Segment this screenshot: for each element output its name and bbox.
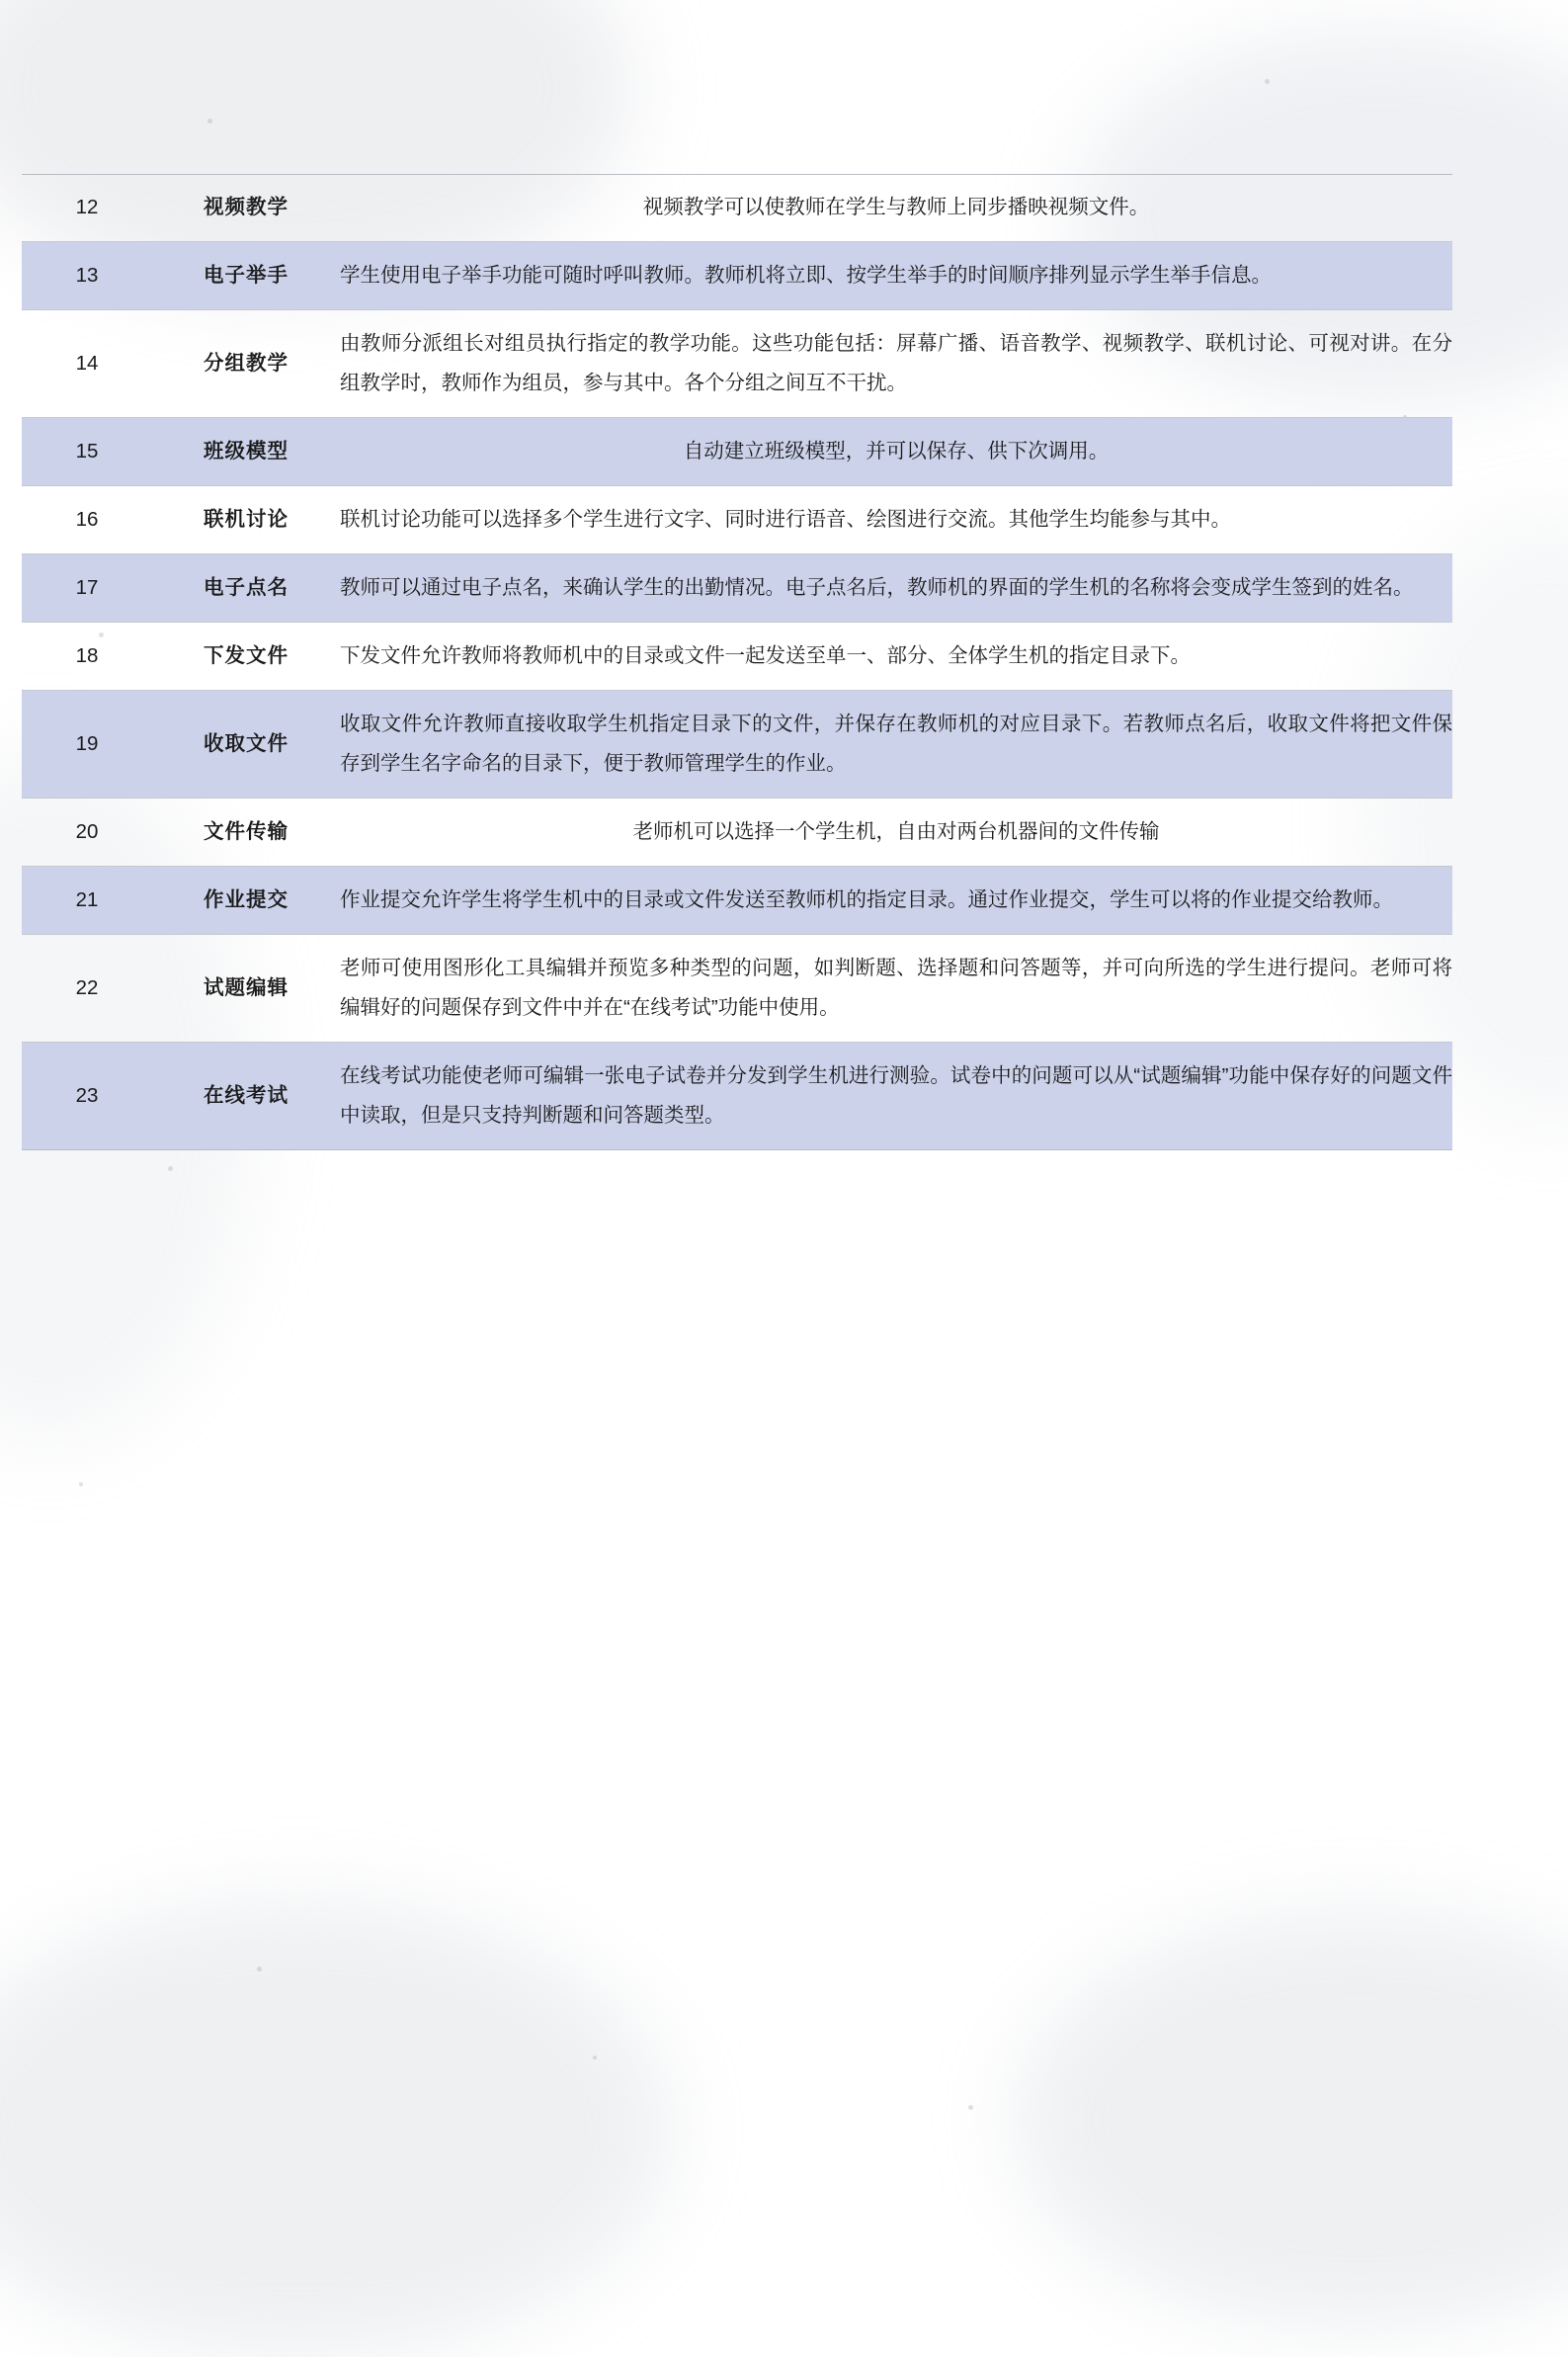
row-feature-description: 收取文件允许教师直接收取学生机指定目录下的文件，并保存在教师机的对应目录下。若教师点名后，收取文件将把文件保存到学生名字命名的目录下，便于教师管理学生的作业。 <box>340 690 1452 798</box>
table-row <box>22 622 1452 690</box>
table-row <box>22 934 1452 1042</box>
table-row <box>22 866 1452 934</box>
row-number: 18 <box>75 643 99 667</box>
row-number: 19 <box>22 690 152 798</box>
feature-spec-table-wrapper <box>22 174 1452 1149</box>
row-feature-name: 作业提交 <box>152 866 340 934</box>
row-number: 20 <box>75 819 99 843</box>
row-feature-description: 下发文件允许教师将教师机中的目录或文件一起发送至单一、部分、全体学生机的指定目录下。 <box>340 643 1191 667</box>
row-feature-name: 联机讨论 <box>204 507 289 531</box>
row-feature-description: 作业提交允许学生将学生机中的目录或文件发送至教师机的指定目录。通过作业提交，学生可以将的作业提交给教师。 <box>340 866 1452 934</box>
row-feature-name: 电子点名 <box>152 553 340 622</box>
row-number: 23 <box>22 1042 152 1148</box>
row-number: 16 <box>75 507 99 531</box>
row-feature-description: 老师机可以选择一个学生机，自由对两台机器间的文件传输 <box>632 819 1160 843</box>
table-row <box>22 1042 1452 1148</box>
feature-spec-table <box>22 174 1452 1149</box>
row-feature-description: 视频教学可以使教师在学生与教师上同步播映视频文件。 <box>642 196 1150 218</box>
table-row <box>22 174 1452 241</box>
table-row <box>22 241 1452 309</box>
row-feature-description: 由教师分派组长对组员执行指定的教学功能。这些功能包括：屏幕广播、语音教学、视频教学、联机讨论、可视对讲。在分组教学时，教师作为组员，参与其中。各个分组之间互不干扰。 <box>340 331 1452 394</box>
row-number: 21 <box>22 866 152 934</box>
table-bottom-rule <box>22 1149 1452 1150</box>
background-wash <box>0 1902 672 2357</box>
table-body <box>22 174 1452 1149</box>
paper-speck <box>207 119 212 124</box>
row-feature-name: 收取文件 <box>152 690 340 798</box>
paper-speck <box>968 2105 973 2110</box>
table-row <box>22 485 1452 553</box>
row-feature-name: 试题编辑 <box>204 975 289 999</box>
row-feature-description: 老师可使用图形化工具编辑并预览多种类型的问题，如判断题、选择题和问答题等，并可向所选的学生进行提问。老师可将编辑好的问题保存到文件中并在“在线考试”功能中使用。 <box>340 956 1452 1019</box>
table-row <box>22 553 1452 622</box>
row-feature-description: 联机讨论功能可以选择多个学生进行文字、同时进行语音、绘图进行交流。其他学生均能参与其中。 <box>340 507 1231 531</box>
row-feature-name: 分组教学 <box>204 351 289 375</box>
row-feature-description: 在线考试功能使老师可编辑一张电子试卷并分发到学生机进行测验。试卷中的问题可以从“试题编辑”功能中保存好的问题文件中读取，但是只支持判断题和问答题类型。 <box>340 1042 1452 1148</box>
background-wash <box>1015 1912 1568 2327</box>
table-row <box>22 417 1452 485</box>
row-feature-name: 下发文件 <box>204 643 289 667</box>
row-feature-description: 教师可以通过电子点名，来确认学生的出勤情况。电子点名后，教师机的界面的学生机的名称将会变成学生签到的姓名。 <box>340 553 1452 622</box>
row-feature-description: 自动建立班级模型，并可以保存、供下次调用。 <box>340 417 1452 485</box>
paper-speck <box>593 2056 597 2060</box>
table-row <box>22 690 1452 798</box>
row-number: 13 <box>22 241 152 309</box>
row-feature-name: 在线考试 <box>152 1042 340 1148</box>
paper-speck <box>79 1482 83 1486</box>
row-feature-name: 文件传输 <box>204 819 289 843</box>
row-feature-name: 班级模型 <box>152 417 340 485</box>
row-number: 14 <box>75 351 99 375</box>
row-number: 17 <box>22 553 152 622</box>
row-feature-name: 视频教学 <box>204 196 289 218</box>
table-row <box>22 798 1452 866</box>
row-number: 22 <box>75 975 99 999</box>
paper-speck <box>1265 79 1270 84</box>
row-number: 12 <box>75 196 99 218</box>
row-feature-name: 电子举手 <box>152 241 340 309</box>
table-row <box>22 309 1452 417</box>
paper-speck <box>257 1967 262 1972</box>
row-number: 15 <box>22 417 152 485</box>
row-feature-description: 学生使用电子举手功能可随时呼叫教师。教师机将立即、按学生举手的时间顺序排列显示学生举手信息。 <box>340 241 1452 309</box>
paper-speck <box>168 1166 173 1171</box>
